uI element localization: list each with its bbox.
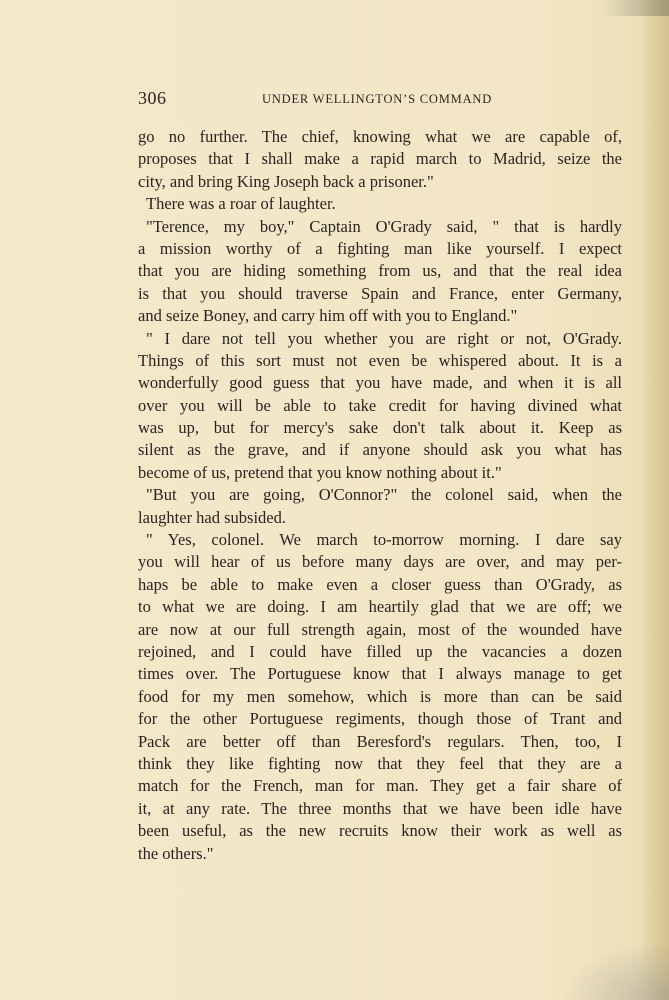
text-line: that you are hiding something from us, and that the real idea xyxy=(138,261,622,281)
text-line: for the other Portuguese regiments, though those of Trant and xyxy=(138,709,622,729)
text-line: silent as the grave, and if anyone should ask you what has xyxy=(138,440,622,460)
page-edge-shadow xyxy=(641,0,669,1000)
page-number: 306 xyxy=(138,88,167,108)
text-line: Things of this sort must not even be whispered about. It is a xyxy=(138,350,622,370)
text-line: " I dare not tell you whether you are right or not, O'Grady. xyxy=(146,328,622,348)
text-line: " Yes, colonel. We march to-morrow morning. I dare say xyxy=(146,530,622,550)
text-line: city, and bring King Joseph back a prisoner." xyxy=(138,171,434,191)
text-line: haps be able to make even a closer guess than O'Grady, as xyxy=(138,574,622,594)
text-line: a mission worthy of a fighting man like yourself. I expect xyxy=(138,238,622,258)
text-line: match for the French, man for man. They get a fair share of xyxy=(138,776,622,796)
text-line: There was a roar of laughter. xyxy=(146,194,336,214)
text-line: are now at our full strength again, most of the wounded have xyxy=(138,619,622,639)
text-line: times over. The Portuguese know that I always manage to get xyxy=(138,664,622,684)
text-line: to what we are doing. I am heartily glad that we are off; we xyxy=(138,597,622,617)
body-text xyxy=(138,126,622,865)
text-line: food for my men somehow, which is more than can be said xyxy=(138,686,622,706)
running-head: UNDER WELLINGTON’S COMMAND xyxy=(262,92,493,106)
text-line: it, at any rate. The three months that we have been idle have xyxy=(138,798,622,818)
page-bottom-shadow xyxy=(560,940,669,1000)
text-line: "Terence, my boy," Captain O'Grady said, " that is hardly xyxy=(146,216,622,236)
text-line: wonderfully good guess that you have made, and when it is all xyxy=(138,373,622,393)
text-line: you will hear of us before many days are over, and may per- xyxy=(138,552,622,572)
text-line: go no further. The chief, knowing what we are capable of, xyxy=(138,127,622,146)
text-line: think they like fighting now that they feel that they are a xyxy=(138,753,622,773)
text-line: the others." xyxy=(138,843,214,863)
text-line: proposes that I shall make a rapid march to Madrid, seize the xyxy=(138,149,622,169)
text-line: laughter had subsided. xyxy=(138,507,287,527)
page-corner-shadow xyxy=(600,0,669,16)
text-line: is that you should traverse Spain and France, enter Germany, xyxy=(138,283,622,303)
text-line: and seize Boney, and carry him off with you to England." xyxy=(138,306,518,326)
text-line: been useful, as the new recruits know their work as well as xyxy=(138,821,622,841)
text-line: over you will be able to take credit for having divined what xyxy=(138,395,622,415)
text-line: was up, but for mercy's sake don't talk about it. Keep as xyxy=(138,418,622,438)
text-line: "But you are going, O'Connor?" the colonel said, when the xyxy=(146,485,622,505)
page-header xyxy=(138,88,622,112)
text-line: rejoined, and I could have filled up the vacancies a dozen xyxy=(138,641,622,661)
text-line: become of us, pretend that you know nothing about it." xyxy=(138,462,502,482)
text-line: Pack are better off than Beresford's regulars. Then, too, I xyxy=(138,731,622,751)
